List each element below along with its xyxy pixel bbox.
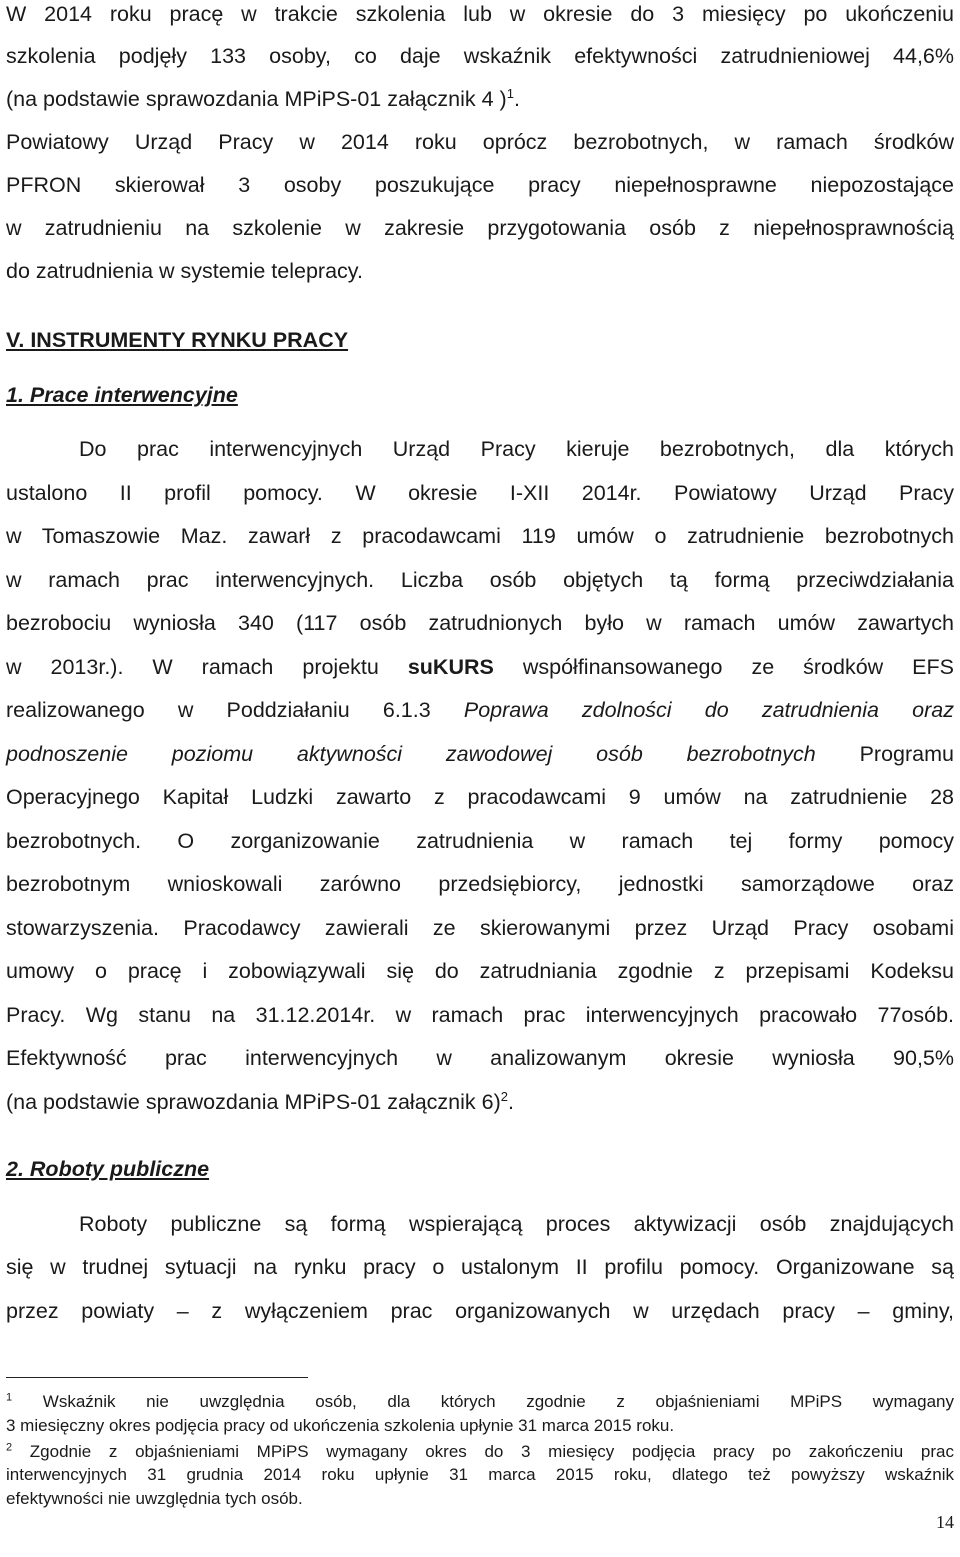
sub1-line-8-b: Programu <box>815 742 954 766</box>
sub1-line-6-a: w 2013r.). W ramach projektu <box>6 655 408 679</box>
sub1-line-16-end: . <box>507 1090 514 1114</box>
subsection-1-heading: 1. Prace interwencyjne <box>6 383 238 407</box>
footnote-2-text: Zgodnie z objaśnieniami MPiPS wymagany okres do 3 miesięcy podjęcia pracy po zakończeniu prac <box>29 1442 954 1461</box>
sub1-line-16-text: (na podstawie sprawozdania MPiPS-01 załącznik 6) <box>6 1090 501 1114</box>
footnote-2-line-2: interwencyjnych 31 grudnia 2014 roku upłynie 31 marca 2015 roku, dlatego też powyższy wskaźnik <box>6 1465 954 1484</box>
intro-line-4: Powiatowy Urząd Pracy w 2014 roku oprócz bezrobotnych, w ramach środków <box>6 130 954 154</box>
sub1-line-3: w Tomaszowie Maz. zawarł z pracodawcami 119 umów o zatrudnienie bezrobotnych <box>6 524 954 548</box>
footnote-2-line-3: efektywności nie uwzględnia tych osób. <box>6 1489 303 1508</box>
sub1-line-12: stowarzyszenia. Pracodawcy zawierali ze skierowanymi przez Urząd Pracy osobami <box>6 916 954 940</box>
sub2-line-3: przez powiaty – z wyłączeniem prac organizowanych w urzędach pracy – gminy, <box>6 1299 954 1323</box>
footnote-1-number: 1 <box>6 1391 13 1404</box>
sub2-line-2: się w trudnej sytuacji na rynku pracy o ustalonym II profilu pomocy. Organizowane są <box>6 1255 954 1279</box>
sub2-line-1: Roboty publiczne są formą wspierającą proces aktywizacji osób znajdujących <box>79 1212 954 1236</box>
footnote-ref-2[interactable]: 2 <box>500 1088 508 1104</box>
sub1-line-1: Do prac interwencyjnych Urząd Pracy kieruje bezrobotnych, dla których <box>79 437 954 461</box>
sub1-line-8-italic: podnoszenie poziomu aktywności zawodowej osób bezrobotnych <box>6 742 816 766</box>
sub1-line-9: Operacyjnego Kapitał Ludzki zawarto z pracodawcami 9 umów na zatrudnienie 28 <box>6 785 954 809</box>
sub1-line-14: Pracy. Wg stanu na 31.12.2014r. w ramach prac interwencyjnych pracowało 77osób. <box>6 1003 954 1027</box>
intro-line-5: PFRON skierował 3 osoby poszukujące pracy niepełnosprawne niepozostające <box>6 173 954 197</box>
sub1-line-15: Efektywność prac interwencyjnych w analizowanym okresie wyniosła 90,5% <box>6 1046 954 1070</box>
sub1-line-13: umowy o pracę i zobowiązywali się do zatrudniania zgodnie z przepisami Kodeksu <box>6 959 954 983</box>
sub1-line-5: bezrobociu wyniosła 340 (117 osób zatrudnionych było w ramach umów zawartych <box>6 611 954 635</box>
sub1-line-8 <box>6 740 954 768</box>
sub1-line-7 <box>6 696 954 724</box>
intro-line-1: W 2014 roku pracę w trakcie szkolenia lub w okresie do 3 miesięcy po ukończeniu <box>6 2 954 26</box>
sub1-line-6-c: współfinansowanego ze środków EFS <box>493 655 954 679</box>
sub1-line-7-a: realizowanego w Poddziałaniu 6.1.3 <box>6 698 464 722</box>
footnote-separator <box>6 1377 308 1378</box>
intro-line-7: do zatrudnienia w systemie telepracy. <box>6 259 363 283</box>
sub1-line-4: w ramach prac interwencyjnych. Liczba osób objętych tą formą przeciwdziałania <box>6 568 954 592</box>
sub1-line-16 <box>6 1088 954 1116</box>
sub1-line-11: bezrobotnym wnioskowali zarówno przedsiębiorcy, jednostki samorządowe oraz <box>6 872 954 896</box>
footnote-1-text: Wskaźnik nie uwzględnia osób, dla których zgodnie z objaśnieniami MPiPS wymagany <box>42 1392 954 1411</box>
footnote-2-line-1 <box>6 1441 954 1463</box>
footnote-1-line-1 <box>6 1391 954 1413</box>
project-name-sukurs: suKURS <box>407 655 494 679</box>
sub1-line-6 <box>6 653 954 681</box>
sub1-line-10: bezrobotnych. O zorganizowanie zatrudnienia w ramach tej formy pomocy <box>6 829 954 853</box>
intro-line-2: szkolenia podjęły 133 osoby, co daje wskaźnik efektywności zatrudnieniowej 44,6% <box>6 44 954 68</box>
sub1-line-7-italic: Poprawa zdolności do zatrudnienia oraz <box>463 698 954 722</box>
footnote-1-line-2: 3 miesięczny okres podjęcia pracy od ukończenia szkolenia upłynie 31 marca 2015 roku. <box>6 1416 675 1435</box>
intro-line-6: w zatrudnieniu na szkolenie w zakresie przygotowania osób z niepełnosprawnością <box>6 216 954 240</box>
section-heading: V. INSTRUMENTY RYNKU PRACY <box>6 328 349 352</box>
footnote-ref-1[interactable]: 1 <box>506 85 514 101</box>
intro-line-3 <box>6 85 954 113</box>
footnote-2-number: 2 <box>6 1441 13 1454</box>
sub1-line-2: ustalono II profil pomocy. W okresie I-XII 2014r. Powiatowy Urząd Pracy <box>6 481 954 505</box>
intro-line-3-text: (na podstawie sprawozdania MPiPS-01 załącznik 4 ) <box>6 87 507 111</box>
subsection-2-heading: 2. Roboty publiczne <box>6 1157 210 1181</box>
intro-line-3-end: . <box>513 87 520 111</box>
page-number: 14 <box>936 1512 954 1532</box>
